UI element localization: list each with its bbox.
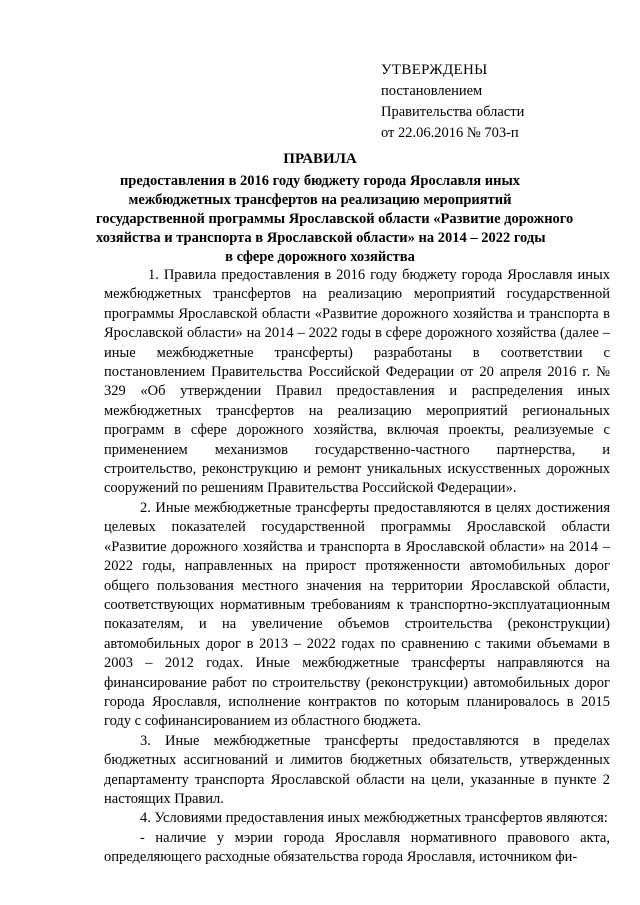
paragraph-4-item: - наличие у мэрии города Ярославля нормативного правового акта, определяющего расходные обязательства города Ярославля, источником фи-	[104, 829, 610, 866]
title-line: межбюджетных трансфертов на реализацию мероприятий	[128, 192, 512, 208]
approval-heading: УТВЕРЖДЕНЫ	[381, 62, 488, 78]
title-line: хозяйства и транспорта в Ярославской области» на 2014 – 2022 годы	[96, 230, 546, 246]
approval-line-resolution: постановлением	[381, 83, 483, 99]
document-body	[104, 266, 610, 868]
paragraph-4: 4. Условиями предоставления иных межбюджетных трансфертов являются:	[140, 810, 608, 827]
title-line: в сфере дорожного хозяйства	[225, 249, 415, 265]
document-title	[96, 150, 574, 267]
title-main: ПРАВИЛА	[283, 151, 357, 167]
title-line: государственной программы Ярославской области «Развитие дорожного	[96, 211, 574, 227]
approval-stamp	[381, 60, 524, 144]
paragraph-1: 1. Правила предоставления в 2016 году бюджету города Ярославля иных межбюджетных трансфертов на реализацию мероприятий государственной программы Ярославской области «Развитие дорожного хозяйства и транспорта в Ярославской области» на 2014 – 2022 годы в сфере дорожного хозяйства (далее – иные межбюджетные трансферты) разработаны в соответствии с постановлением Правительства Российской Федерации от 20 апреля 2016 г. № 329 «Об утверждении Правил предоставления и распределения иных межбюджетных трансфертов на реализацию мероприятий региональных программ в сфере дорожного хозяйства, включая проекты, реализуемые с применением механизмов государственно-частного партнерства, и строительство, реконструкцию и ремонт уникальных искусственных дорожных сооружений по решениям Правительства Российской Федерации».	[104, 267, 610, 497]
approval-line-date-number: от 22.06.2016 № 703-п	[381, 125, 519, 141]
title-line: предоставления в 2016 году бюджету города Ярославля иных	[119, 173, 521, 189]
approval-line-government: Правительства области	[381, 104, 525, 120]
paragraph-3: 3. Иные межбюджетные трансферты предоставляются в пределах бюджетных ассигнований и лимитов бюджетных обязательств, утвержденных департаменту транспорта Ярославской области на цели, указанные в пункте 2 настоящих Правил.	[104, 732, 610, 807]
paragraph-2: 2. Иные межбюджетные трансферты предоставляются в целях достижения целевых показателей государственной программы Ярославской области «Развитие дорожного хозяйства и транспорта в Ярославской области» на 2014 – 2022 годы, направленных на прирост протяженности автомобильных дорог общего пользования местного значения на территории Ярославской области, соответствующих нормативным требованиям к транспортно-эксплуатационным показателям, и на увеличение объемов строительства (реконструкции) автомобильных дорог в 2013 – 2022 годах по сравнению с такими объемами в 2003 – 2012 годах. Иные межбюджетные трансферты направляются на финансирование работ по строительству (реконструкции) автомобильных дорог города Ярославля, исполнение контрактов по которым планировалось в 2015 году с софинансированием из областного бюджета.	[104, 499, 610, 730]
